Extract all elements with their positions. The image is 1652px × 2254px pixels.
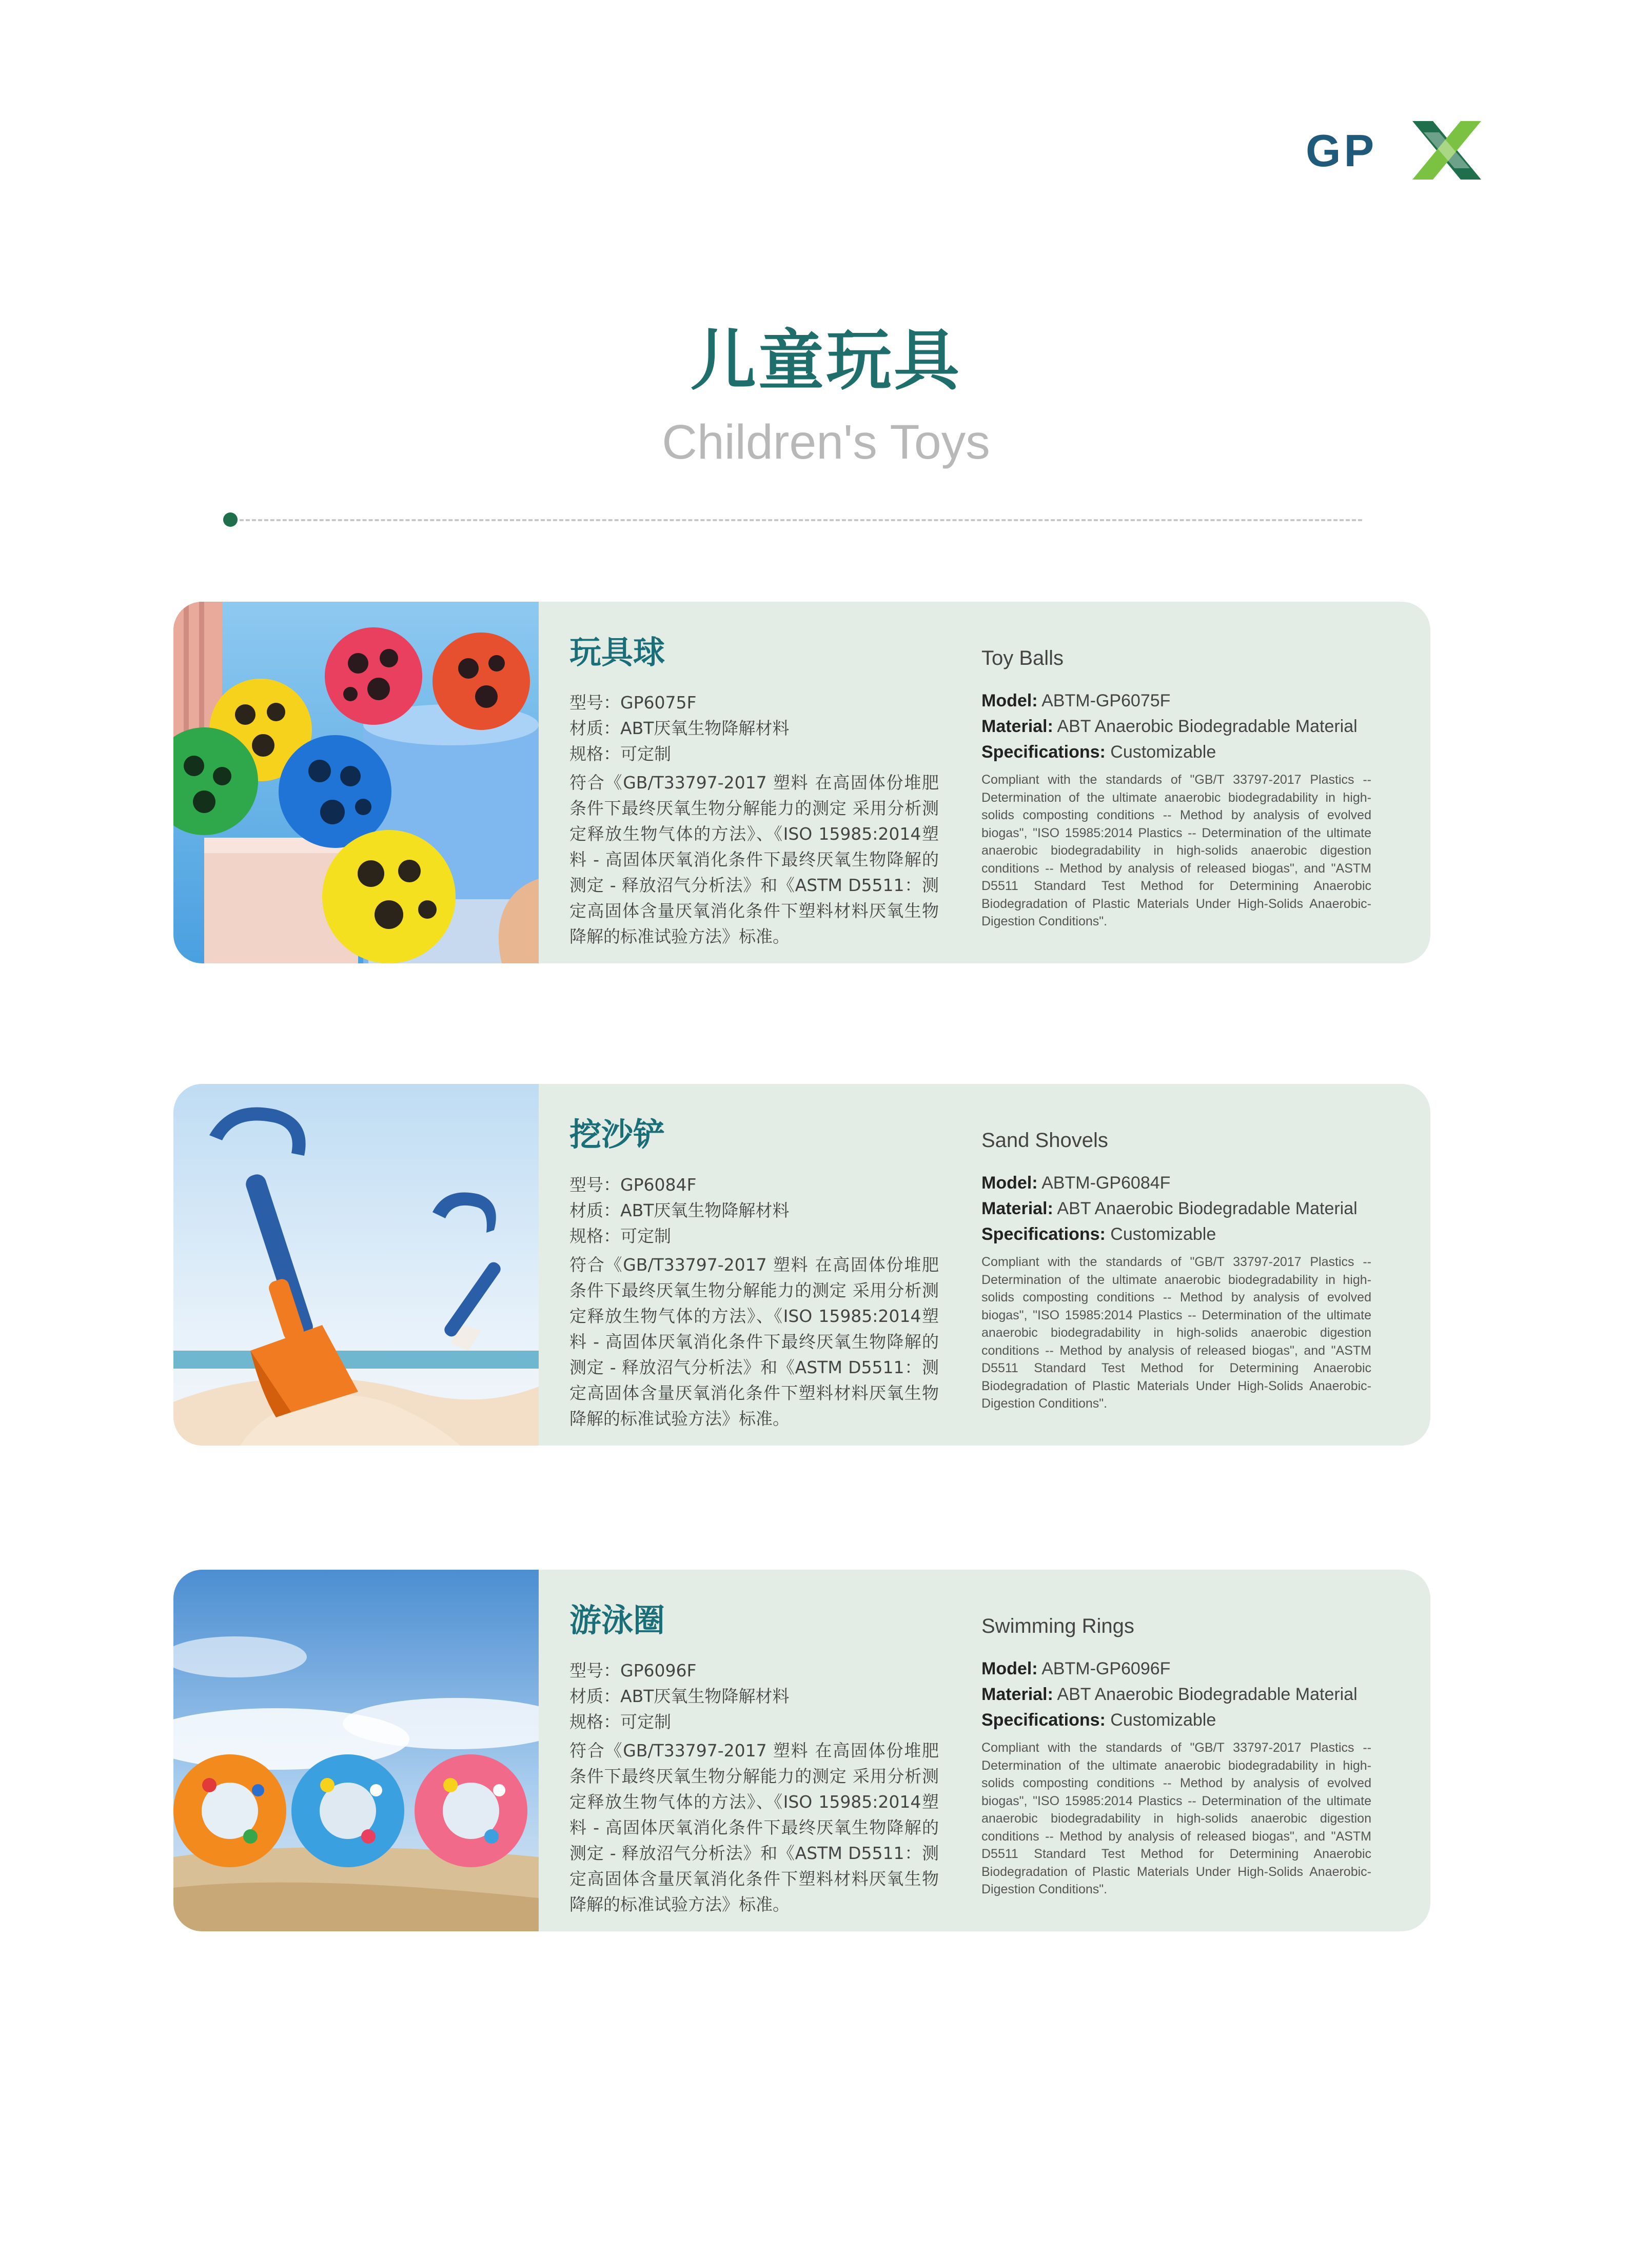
product-description-en: Compliant with the standards of "GB/T 33797-2017 Plastics -- Determination of the ultimate anaerobic biodegradability in high-solids composting conditions -- Method by analysis of evolved biogas", "ISO 15985:2014 Plastics -- Determination of the ultimate anaerobic biodegradability in high-solids anaerobic digestion conditions -- Method by analysis of released biogas", and "ASTM D5511 Standard Test Method for Determining Anaerobic Biodegradation of Plastic Materials Under High-Solids Anaerobic-Digestion Conditions". (981, 773, 1371, 928)
product-name-cn: 挖沙铲 (569, 1116, 665, 1153)
specification-value: Customizable (1105, 1224, 1216, 1244)
model-value: ABTM-GP6084F (1037, 1173, 1171, 1193)
gpx-cross-logo-icon (1408, 117, 1485, 184)
specification-en (981, 1221, 1358, 1247)
product-description-cn: 符合《GB/T33797-2017 塑料 在高固体份堆肥条件下最终厌氧生物分解能力的测定 采用分析测定释放生物气体的方法》、《ISO 15985:2014塑料 - 高固体厌氧消化条件下最终厌氧生物降解的测定 - 释放沼气分析法》和《ASTM D5511：测定高固体含量厌氧消化条件下塑料材料厌氧生物降解的标准试验方法》标准。 (569, 1741, 939, 1914)
product-specs-cn (569, 690, 789, 767)
material-label: Material: (981, 1199, 1053, 1218)
model-cn: 型号：GP6084F (569, 1175, 697, 1195)
product-specs-cn (569, 1658, 789, 1735)
divider-line (240, 519, 1362, 521)
specification-en (981, 739, 1358, 765)
model-value: ABTM-GP6075F (1037, 691, 1171, 710)
product-name-en: Sand Shovels (981, 1129, 1108, 1152)
section-divider (223, 511, 1362, 527)
specification-label: Specifications: (981, 742, 1106, 762)
specification-label: Specifications: (981, 1224, 1106, 1244)
product-card-swimming-rings (173, 1570, 1430, 1931)
product-specs-en (981, 1656, 1358, 1733)
material-cn: 材质：ABT厌氧生物降解材料 (569, 1200, 790, 1220)
model-cn: 型号：GP6075F (569, 693, 697, 713)
page-title-cn: 儿童玩具 (690, 323, 961, 399)
product-name-cn: 游泳圈 (569, 1601, 665, 1639)
brand-logo (1306, 117, 1485, 194)
material-en (981, 1196, 1358, 1221)
model-label: Model: (981, 1659, 1038, 1678)
product-name-cn: 玩具球 (569, 634, 665, 671)
model-cn: 型号：GP6096F (569, 1660, 697, 1680)
specification-cn: 规格：可定制 (569, 744, 671, 764)
specification-cn: 规格：可定制 (569, 1712, 671, 1732)
material-cn: 材质：ABT厌氧生物降解材料 (569, 1686, 790, 1706)
divider-dot (223, 512, 238, 527)
product-description-en: Compliant with the standards of "GB/T 33797-2017 Plastics -- Determination of the ultimate anaerobic biodegradability in high-solids composting conditions -- Method by analysis of evolved biogas", "ISO 15985:2014 Plastics -- Determination of the ultimate anaerobic biodegradability in high-solids anaerobic digestion conditions -- Method by analysis of released biogas", and "ASTM D5511 Standard Test Method for Determining Anaerobic Biodegradation of Plastic Materials Under High-Solids Anaerobic-Digestion Conditions". (981, 1741, 1371, 1896)
product-description-en: Compliant with the standards of "GB/T 33797-2017 Plastics -- Determination of the ultimate anaerobic biodegradability in high-solids composting conditions -- Method by analysis of evolved biogas", "ISO 15985:2014 Plastics -- Determination of the ultimate anaerobic biodegradability in high-solids anaerobic digestion conditions -- Method by analysis of released biogas", and "ASTM D5511 Standard Test Method for Determining Anaerobic Biodegradation of Plastic Materials Under High-Solids Anaerobic-Digestion Conditions". (981, 1255, 1371, 1411)
material-en (981, 1682, 1358, 1707)
model-en (981, 1656, 1358, 1682)
specification-value: Customizable (1105, 1710, 1216, 1730)
product-card-sand-shovels (173, 1084, 1430, 1446)
material-en (981, 714, 1358, 739)
logo-text: GP (1306, 125, 1378, 176)
specification-label: Specifications: (981, 1710, 1106, 1730)
product-name-en: Swimming Rings (981, 1615, 1134, 1637)
material-value: ABT Anaerobic Biodegradable Material (1053, 1685, 1358, 1704)
product-description-cn: 符合《GB/T33797-2017 塑料 在高固体份堆肥条件下最终厌氧生物分解能力的测定 采用分析测定释放生物气体的方法》、《ISO 15985:2014塑料 - 高固体厌氧消化条件下最终厌氧生物降解的测定 - 释放沼气分析法》和《ASTM D5511：测定高固体含量厌氧消化条件下塑料材料厌氧生物降解的标准试验方法》标准。 (569, 1255, 939, 1429)
material-value: ABT Anaerobic Biodegradable Material (1053, 717, 1358, 736)
model-label: Model: (981, 691, 1038, 710)
model-en (981, 1170, 1358, 1196)
specification-en (981, 1707, 1358, 1733)
product-description-cn: 符合《GB/T33797-2017 塑料 在高固体份堆肥条件下最终厌氧生物分解能力的测定 采用分析测定释放生物气体的方法》、《ISO 15985:2014塑料 - 高固体厌氧消化条件下最终厌氧生物降解的测定 - 释放沼气分析法》和《ASTM D5511：测定高固体含量厌氧消化条件下塑料材料厌氧生物降解的标准试验方法》标准。 (569, 773, 939, 946)
model-value: ABTM-GP6096F (1037, 1659, 1171, 1678)
specification-cn: 规格：可定制 (569, 1226, 671, 1246)
product-specs-en (981, 1170, 1358, 1247)
material-cn: 材质：ABT厌氧生物降解材料 (569, 718, 790, 738)
toy-balls-photo (173, 602, 539, 963)
material-label: Material: (981, 717, 1053, 736)
swimming-rings-photo (173, 1570, 539, 1931)
product-specs-en (981, 688, 1358, 765)
material-value: ABT Anaerobic Biodegradable Material (1053, 1199, 1358, 1218)
specification-value: Customizable (1105, 742, 1216, 762)
material-label: Material: (981, 1685, 1053, 1704)
model-en (981, 688, 1358, 714)
page-title-en: Children's Toys (662, 415, 990, 469)
model-label: Model: (981, 1173, 1038, 1193)
product-specs-cn (569, 1172, 789, 1249)
product-card-toy-balls (173, 602, 1430, 963)
sand-shovels-photo (173, 1084, 539, 1446)
product-name-en: Toy Balls (981, 647, 1064, 669)
